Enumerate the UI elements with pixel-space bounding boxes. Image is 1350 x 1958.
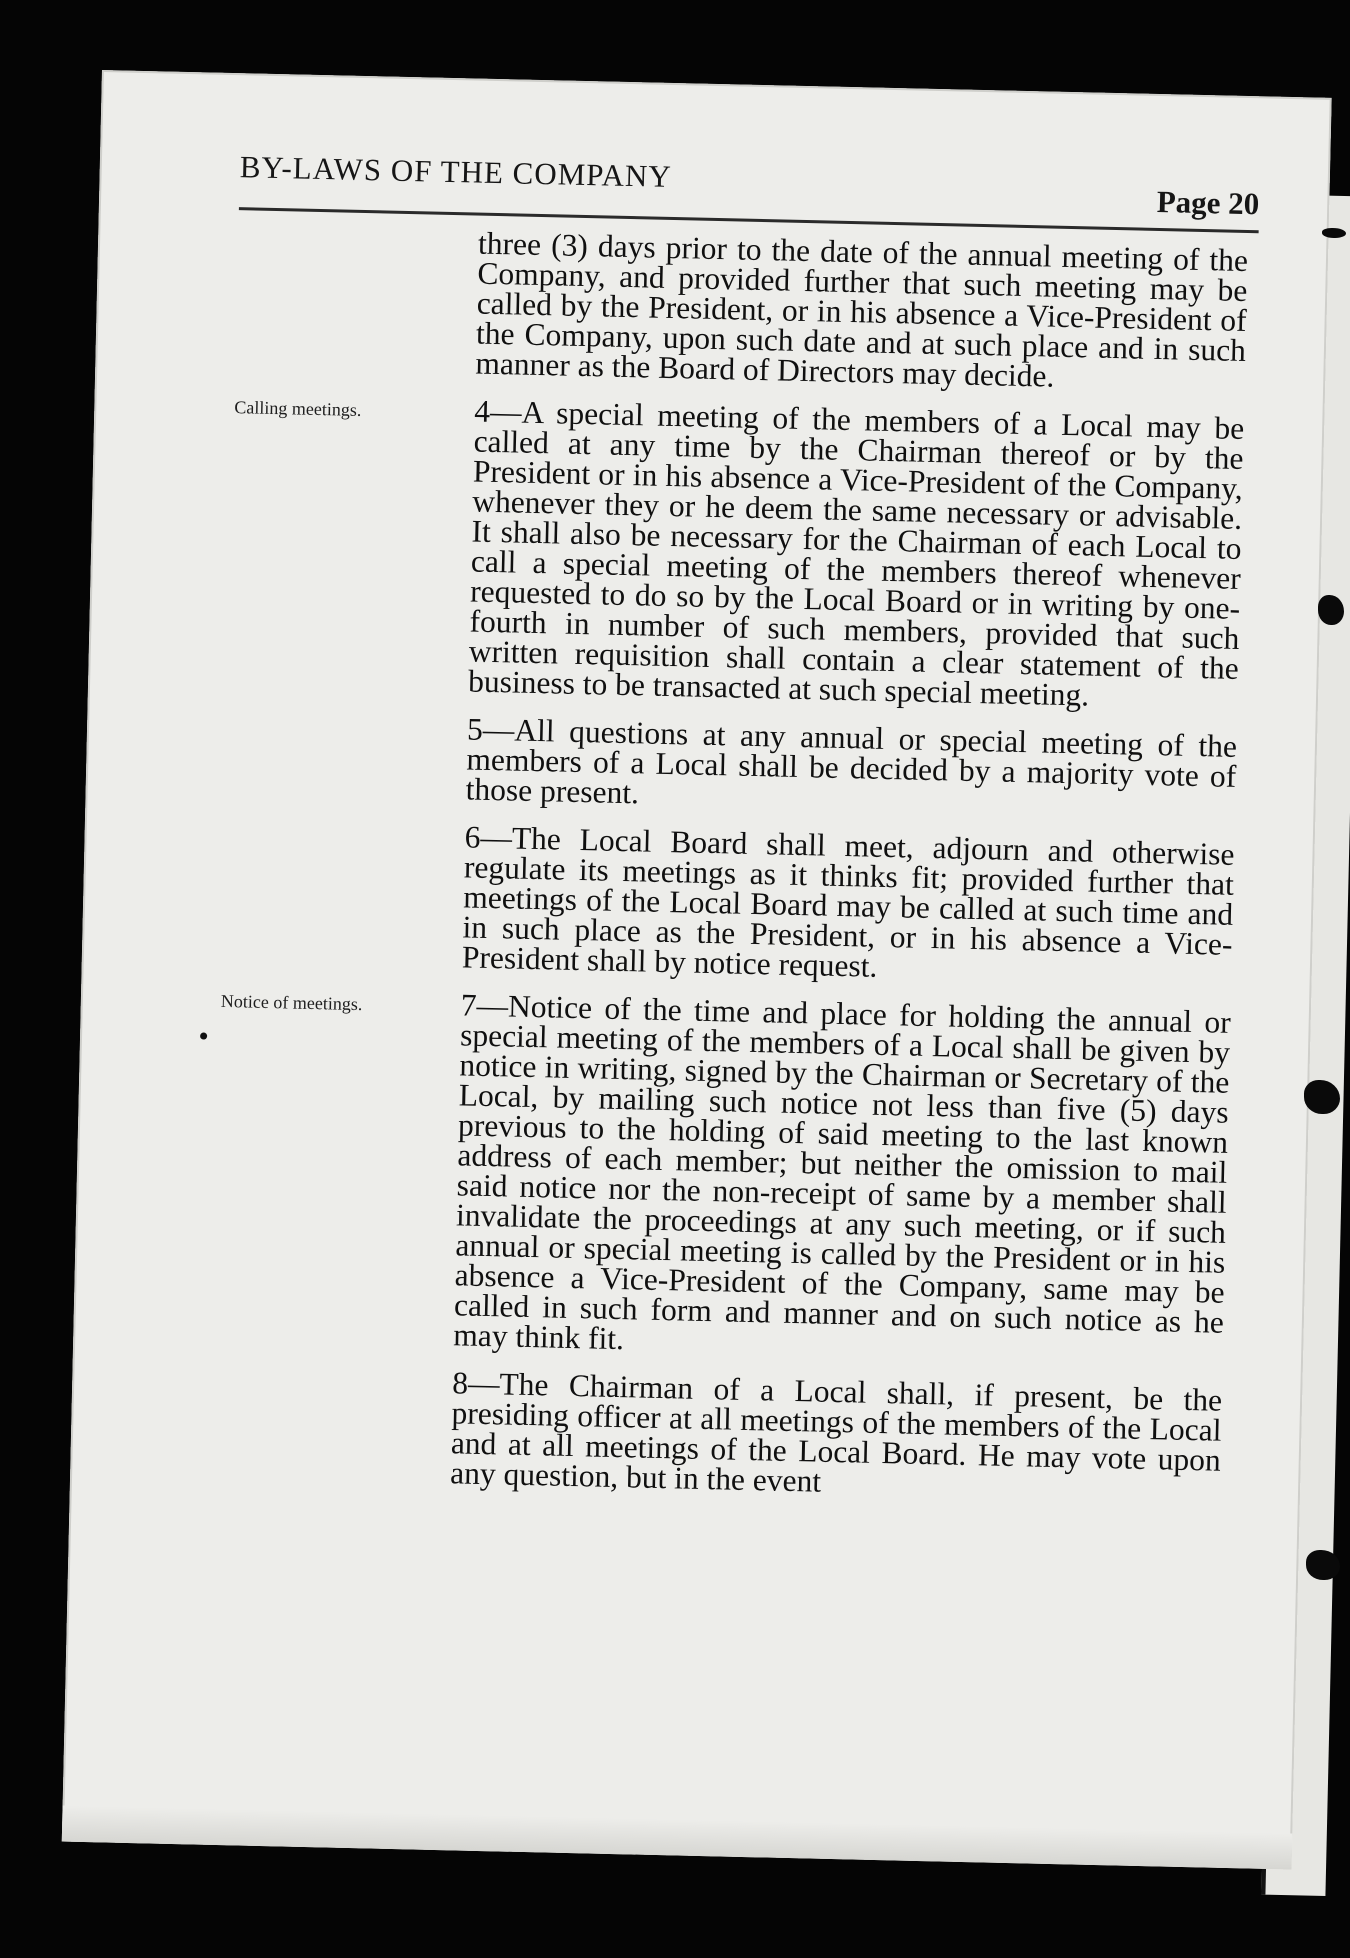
margin-note bbox=[213, 1369, 363, 1372]
paragraph-text: 4—A special meeting of the members of a Local may be called at any time by the Chairman thereof or by the President or in his absence a Vice-President of the Company, whenever they or he deem the same necessary or advisable. It shall also be necessary for the Chairman of each Local to call a special meeting of the members thereof whenever requested to do so by the Local Board or in writing by one-fourth in number of such members, provided that such written requisition shall contain a clear statement of the business to be transacted at such special meeting. bbox=[467, 393, 1245, 713]
margin-note-notice-of-meetings: Notice of meetings. bbox=[220, 990, 363, 1015]
binding-mark bbox=[1304, 1080, 1340, 1114]
paragraph-block bbox=[225, 709, 1247, 822]
paragraph-block bbox=[235, 223, 1258, 396]
paragraph-text: 6—The Local Board shall meet, adjourn and otherwise regulate its meetings as it thinks fit; provided further that meetings of the Local Board may be called at such time and in such place as the President, or in his absence a Vice-President shall by notice request. bbox=[461, 819, 1235, 984]
binding-mark bbox=[1322, 228, 1346, 238]
paragraph-block bbox=[210, 1363, 1232, 1506]
paragraph-text: 7—Notice of the time and place for holding the annual or special meeting of the members of a Local shall be given by notice in writing, signed by the Chairman or Secretary of the Local, by mailing such notice not less than five (5) days previous to the holding of said meeting to the last known address of each member; but neither the omission to mail said notice nor the non-receipt of same by a member shall invalidate the proceedings at any such meeting, or if such annual or special meeting is called by the President or in his absence a Vice-President of the Company, same may be called in such form and manner and on such notice as he may think fit. bbox=[452, 987, 1232, 1357]
paragraph-block bbox=[222, 817, 1245, 990]
running-title: BY-LAWS OF THE COMPANY bbox=[239, 149, 673, 194]
paragraph-text: three (3) days prior to the date of the annual meeting of the Company, and provided further that such meeting may be called by the President, or in his absence a Vice-President of the Company, upon such date and at such place and in such manner as the Board of Directors may decide. bbox=[475, 225, 1249, 394]
margin-note bbox=[227, 715, 377, 718]
binding-mark bbox=[1318, 595, 1344, 625]
document-page bbox=[62, 70, 1332, 1869]
paragraph-text: 5—All questions at any annual or special meeting of the members of a Local shall be decided by a majority vote of those present. bbox=[465, 711, 1238, 811]
paragraph-text: 8—The Chairman of a Local shall, if present, be the presiding officer at all meetings of the members of the Local and at all meetings of the Local Board. He may vote upon any question, but in the event bbox=[449, 1365, 1223, 1499]
ink-speck bbox=[200, 1032, 207, 1039]
binding-mark bbox=[1306, 1550, 1340, 1580]
margin-note bbox=[238, 229, 388, 232]
page-body bbox=[210, 223, 1259, 1524]
margin-note-calling-meetings: Calling meetings. bbox=[234, 397, 362, 420]
page-number: Page 20 bbox=[1156, 183, 1260, 222]
paragraph-block bbox=[228, 391, 1255, 714]
page-bottom-shade bbox=[62, 1806, 1293, 1870]
paragraph-block bbox=[213, 985, 1241, 1368]
margin-note bbox=[225, 823, 375, 826]
page-header bbox=[239, 149, 1260, 232]
